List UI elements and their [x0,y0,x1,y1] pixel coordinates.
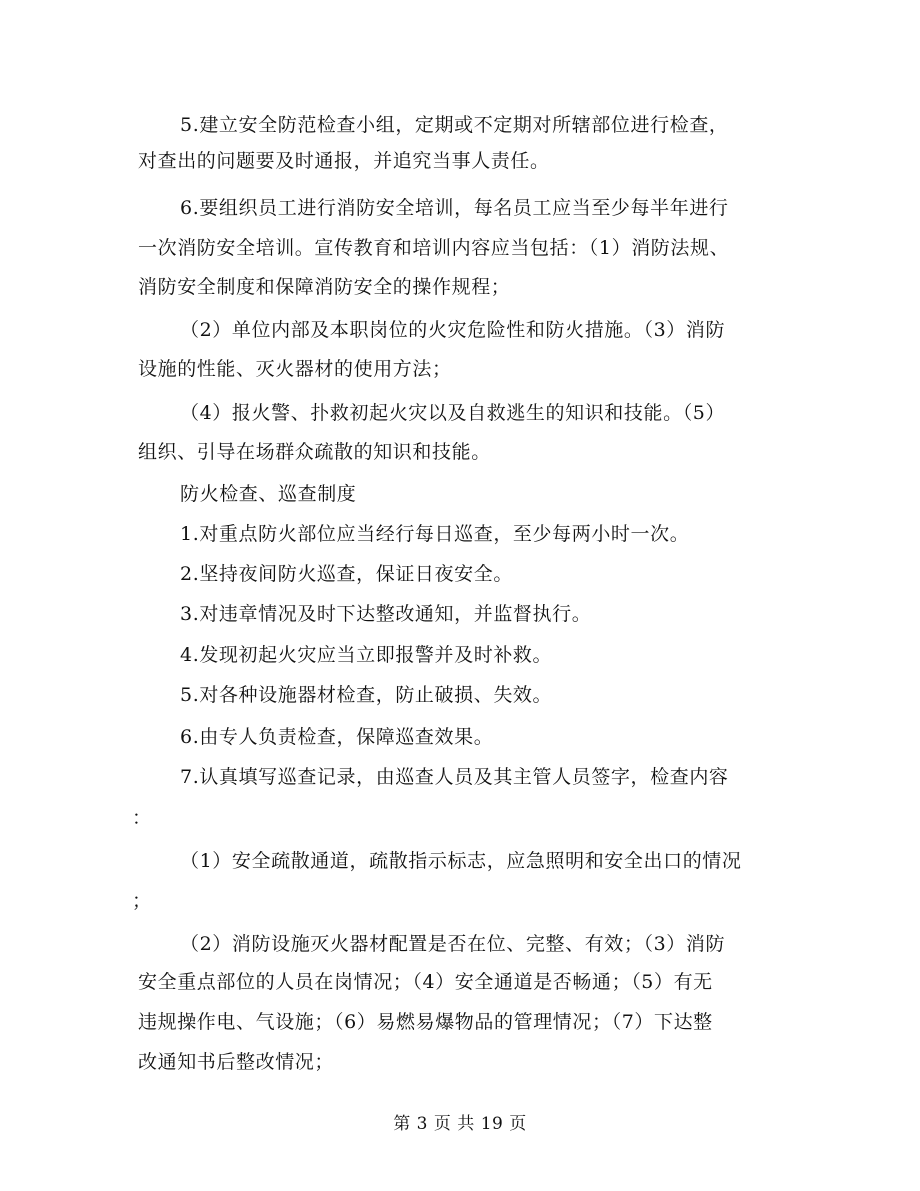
list-item: 7.认真填写巡查记录，由巡查人员及其主管人员签字，检查内容 [180,766,729,788]
paragraph-line: 安全重点部位的人员在岗情况；（4）安全通道是否畅通；（5）有无 [138,971,713,993]
section-heading: 防火检查、巡查制度 [180,483,357,505]
list-item: 3.对违章情况及时下达整改通知，并监督执行。 [180,603,592,625]
paragraph-line: 设施的性能、灭火器材的使用方法； [138,358,452,380]
paragraph-line: 6.要组织员工进行消防安全培训，每名员工应当至少每半年进行 [180,197,729,219]
paragraph-line: 消防安全制度和保障消防安全的操作规程； [138,276,511,298]
list-item: 4.发现初起火灾应当立即报警并及时补救。 [180,644,553,666]
paragraph-line: （1）安全疏散通道，疏散指示标志，应急照明和安全出口的情况 [180,850,742,872]
paragraph-line: （2）消防设施灭火器材配置是否在位、完整、有效；（3）消防 [180,933,726,955]
paragraph-line: （2）单位内部及本职岗位的火灾危险性和防火措施。（3）消防 [180,319,726,341]
paragraph-line: ； [132,890,152,912]
paragraph-line: ： [132,807,152,829]
paragraph-line: 一次消防安全培训。宣传教育和培训内容应当包括：（1）消防法规、 [138,237,730,259]
paragraph-line: 违规操作电、气设施；（6）易燃易爆物品的管理情况；（7）下达整 [138,1011,713,1033]
list-item: 6.由专人负责检查，保障巡查效果。 [180,726,494,748]
paragraph-line: 对查出的问题要及时通报，并追究当事人责任。 [138,150,550,172]
paragraph-line: 组织、引导在场群众疏散的知识和技能。 [138,441,491,463]
list-item: 1.对重点防火部位应当经行每日巡查，至少每两小时一次。 [180,523,690,545]
list-item: 5.对各种设施器材检查，防止破损、失效。 [180,684,553,706]
paragraph-line: 改通知书后整改情况； [138,1051,335,1073]
list-item: 2.坚持夜间防火巡查，保证日夜安全。 [180,563,513,585]
page-number-footer: 第 3 页 共 19 页 [393,1114,527,1134]
paragraph-line: 5.建立安全防范检查小组，定期或不定期对所辖部位进行检查， [180,114,729,136]
paragraph-line: （4）报火警、扑救初起火灾以及自救逃生的知识和技能。（5） [180,402,726,424]
